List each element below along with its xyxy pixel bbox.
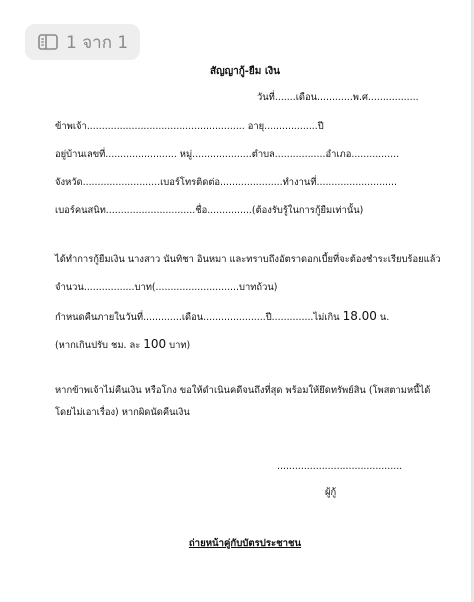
date-line: วันที่.......เดือน............พ.ศ.................	[257, 92, 419, 103]
footer-instruction: ถ่ายหน้าคู่กับบัตรประชาชน	[188, 538, 302, 549]
penalty-suffix: บาท)	[169, 340, 191, 351]
due-prefix: กำหนดคืนภายในวันที่.............เดือน.....................ปี..............ไม่เกิน	[55, 312, 340, 323]
default-clause-line-1: หากข้าพเจ้าไม่คืนเงิน หรือโกง ขอให้ดำเนินคดีจนถึงที่สุด พร้อมให้ยึดทรัพย์สิน (โพสตามหนี้ได้	[55, 385, 431, 396]
due-date-line	[55, 310, 389, 324]
due-suffix: น.	[379, 312, 390, 323]
page-indicator-text: 1 จาก 1	[66, 32, 129, 53]
address-line: อยู่บ้านเลขที่........................ หมู่....................ตำบล.................อำเภอ................	[55, 149, 400, 160]
due-time: 18.00	[342, 309, 377, 323]
default-clause-line-2: โดยไม่เอาเรื่อง) หากผิดนัดคืนเงิน	[55, 407, 190, 418]
friend-phone-line: เบอร์คนสนิท..............................ชื่อ...............(ต้องรับรู้ในการกู้ยืมเท่านั้น)	[55, 205, 364, 216]
sidebar-panel-icon	[38, 34, 58, 50]
signature-line: ..........................................	[277, 461, 403, 472]
borrower-line: ข้าพเจ้า..................................................... อายุ..................ปี	[55, 121, 324, 132]
penalty-line	[55, 338, 190, 352]
penalty-prefix: (หากเกินปรับ ชม. ละ	[55, 340, 141, 351]
signature-label: ผู้กู้	[325, 487, 337, 498]
province-line: จังหวัด..........................เบอร์โทรติดต่อ.....................ทำงานที่...........................	[55, 177, 397, 188]
document-title: สัญญากู้-ยืม เงิน	[209, 66, 281, 77]
penalty-amount: 100	[143, 337, 167, 351]
page-indicator[interactable]	[25, 24, 140, 60]
amount-line: จำนวน.................บาท(............................บาทถ้วน)	[55, 282, 278, 293]
loan-statement: ได้ทำการกู้ยืมเงิน นางสาว นันทิชา อินหมา และทราบถึงอัตราดอกเบี้ยที่จะต้องชำระเรียบร้อยแล้ว	[55, 254, 441, 265]
